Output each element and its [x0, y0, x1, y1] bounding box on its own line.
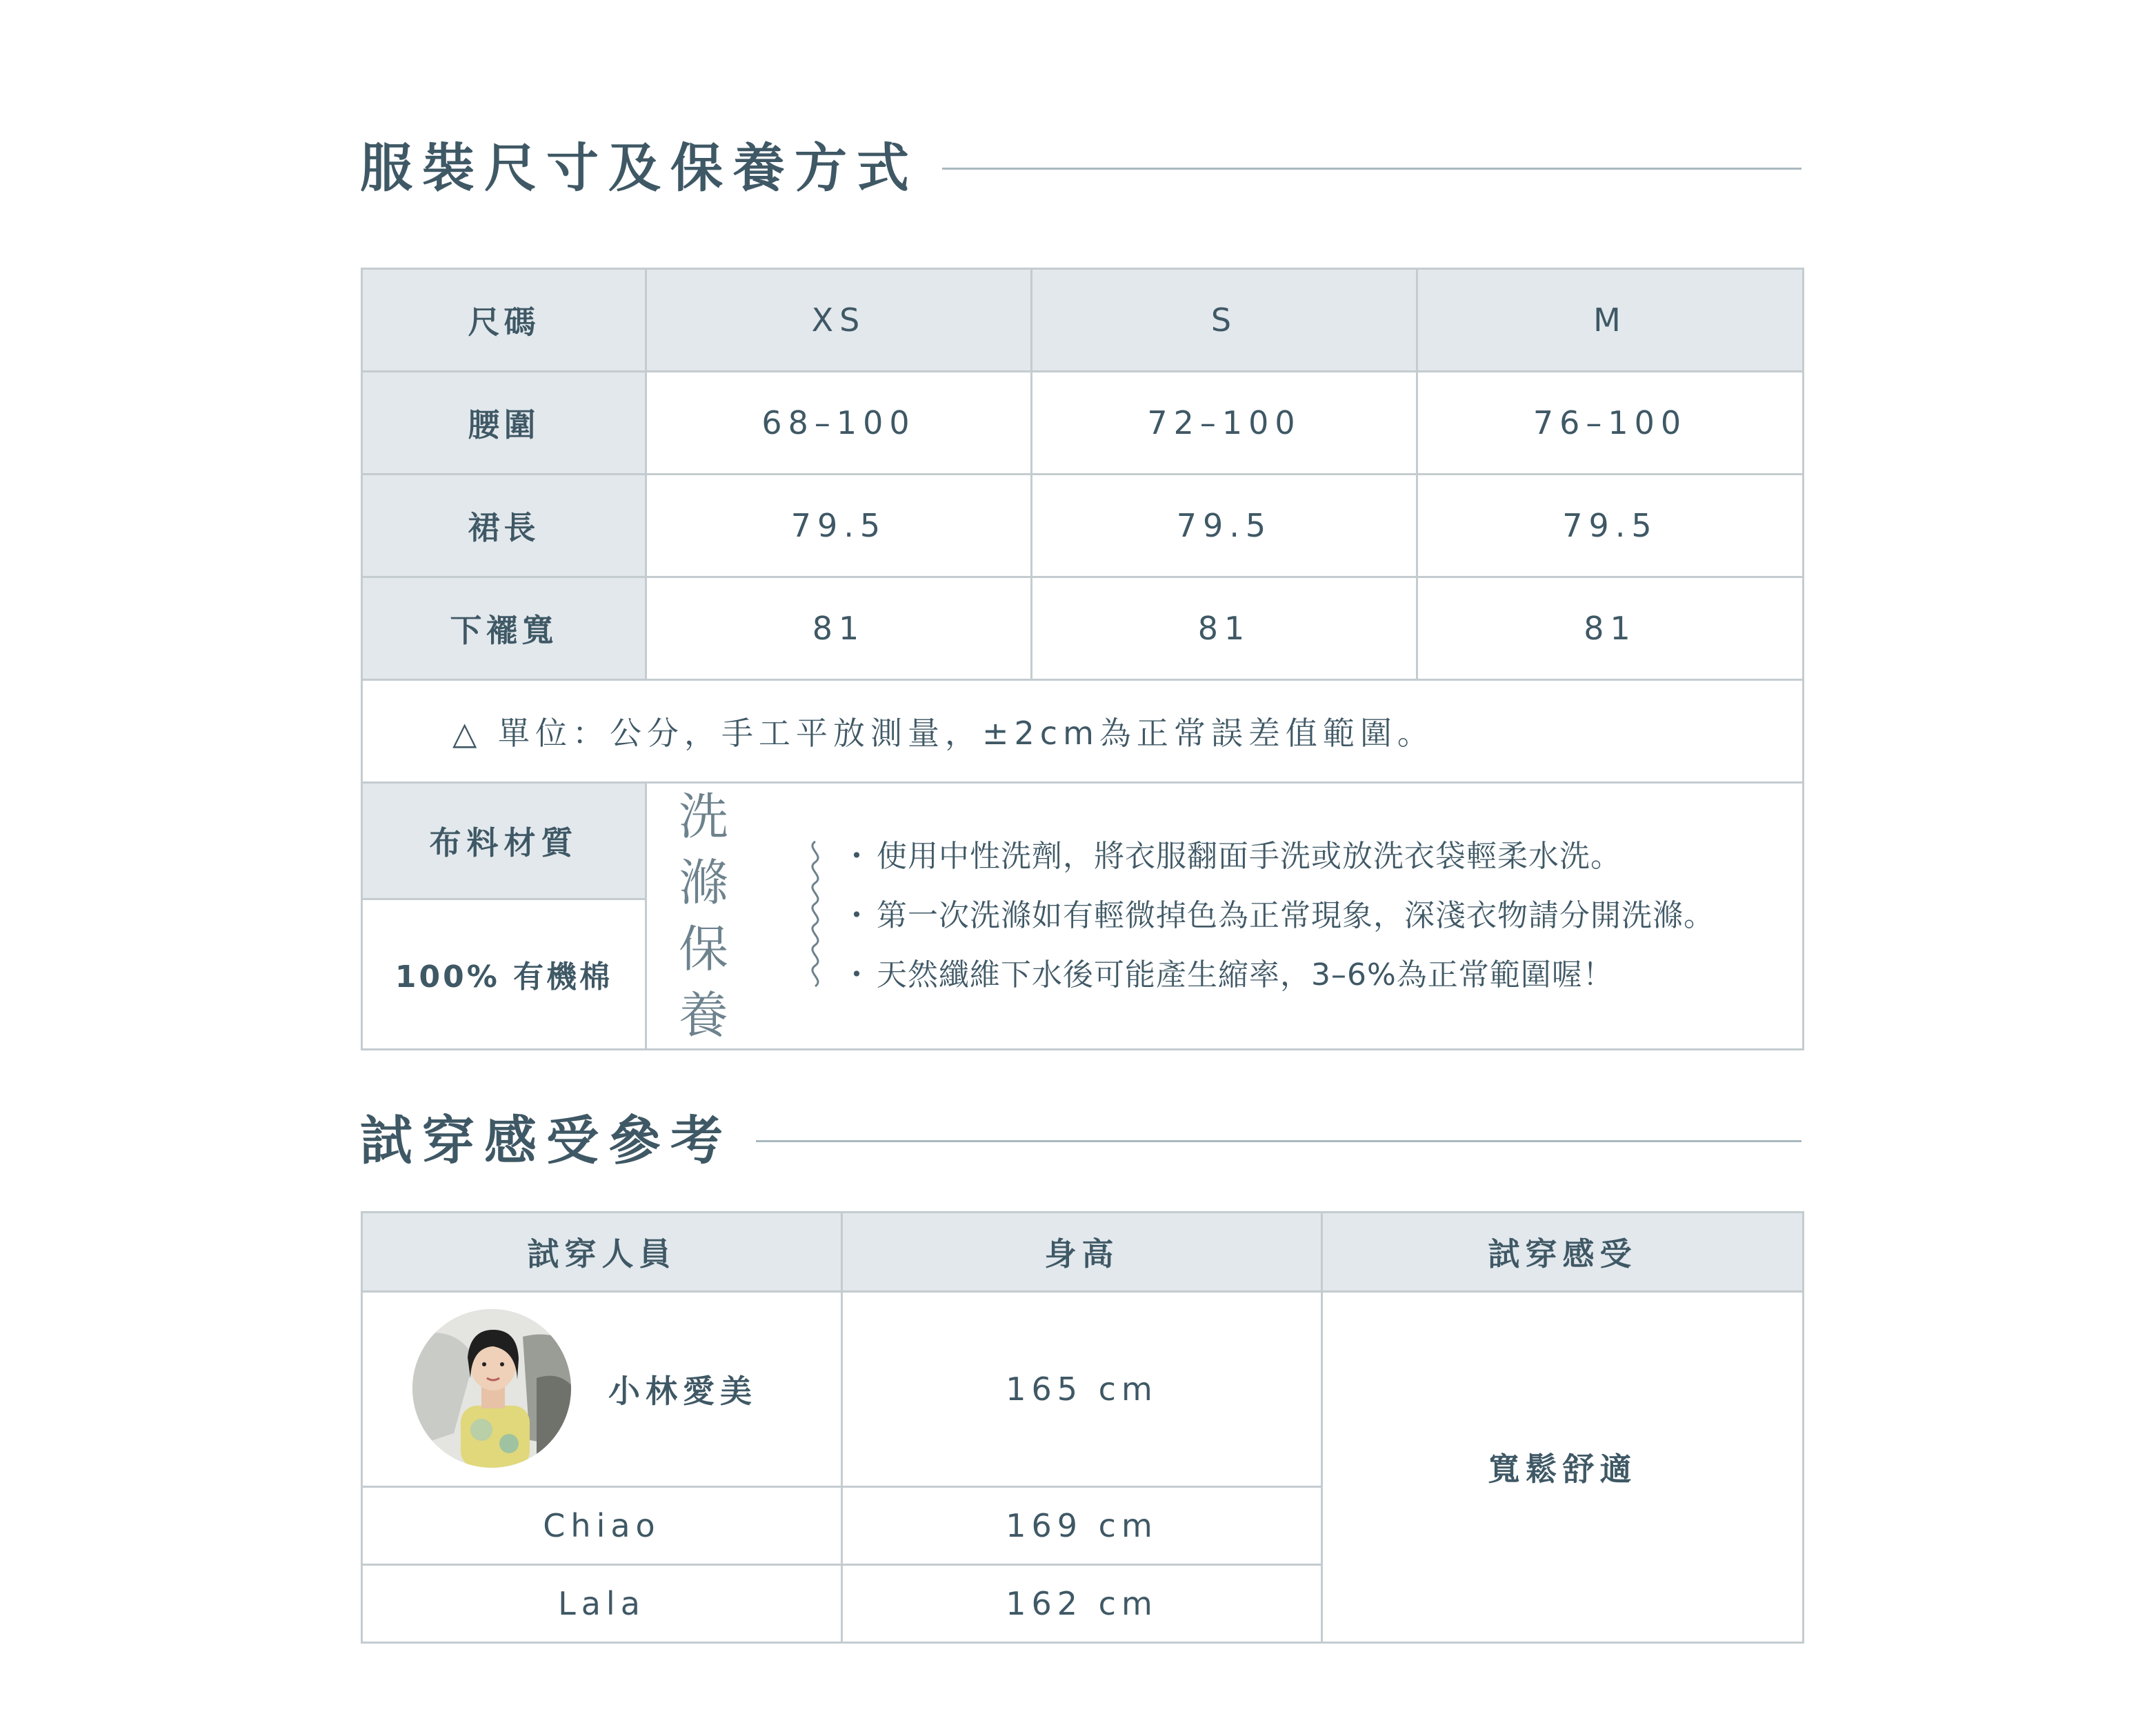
size-care-section-title [360, 137, 1801, 199]
fit-header-feeling: 試穿感受 [1322, 1213, 1804, 1292]
size-note-row [362, 680, 1804, 783]
wavy-divider-icon [801, 840, 829, 992]
size-table [361, 268, 1804, 1050]
fit-section-title [360, 1110, 1801, 1171]
fabric-value: 100% 有機棉 [362, 899, 646, 1049]
avatar-portrait-icon [412, 1309, 571, 1468]
fabric-label: 布料材質 [362, 783, 646, 899]
hem-m: 81 [1417, 577, 1804, 680]
hem-s: 81 [1032, 577, 1417, 680]
row-label-length: 裙長 [362, 475, 646, 577]
title-divider-line [942, 168, 1801, 170]
hem-xs: 81 [646, 577, 1032, 680]
row-label-hem: 下襬寬 [362, 577, 646, 680]
person-name-2: Chiao [362, 1487, 842, 1565]
size-header-xs: XS [646, 269, 1032, 372]
care-item-2: ・ 第一次洗滌如有輕微掉色為正常現象，深淺衣物請分開洗滌。 [841, 886, 1715, 946]
length-m: 79.5 [1417, 475, 1804, 577]
waist-m: 76–100 [1417, 372, 1804, 475]
person-name-1: 小林愛美 [608, 1373, 757, 1410]
fit-title-text: 試穿感受參考 [360, 1110, 732, 1171]
waist-s: 72–100 [1032, 372, 1417, 475]
care-title-line2: 保養 [679, 920, 736, 1044]
length-s: 79.5 [1032, 475, 1417, 577]
fit-row-1 [362, 1292, 1804, 1487]
care-item-3: ・ 天然纖維下水後可能產生縮率，3–6%為正常範圍喔！ [841, 946, 1715, 1005]
size-header-label: 尺碼 [362, 269, 646, 372]
care-title [679, 784, 789, 1048]
size-header-s: S [1032, 269, 1417, 372]
waist-xs: 68–100 [646, 372, 1032, 475]
person-name-3: Lala [362, 1565, 842, 1643]
size-row-length [362, 475, 1804, 577]
care-list [841, 827, 1715, 1005]
person-cell-1 [362, 1292, 842, 1487]
title-divider-line [756, 1140, 1801, 1142]
length-xs: 79.5 [646, 475, 1032, 577]
person-height-3: 162 cm [842, 1565, 1322, 1643]
fit-feeling: 寬鬆舒適 [1322, 1292, 1804, 1643]
fit-header-row [362, 1213, 1804, 1292]
care-instructions-cell [646, 783, 1804, 1050]
size-care-title-text: 服裝尺寸及保養方式 [360, 137, 919, 199]
person-height-2: 169 cm [842, 1487, 1322, 1565]
care-item-1: ・ 使用中性洗劑，將衣服翻面手洗或放洗衣袋輕柔水洗。 [841, 827, 1715, 886]
size-header-m: M [1417, 269, 1804, 372]
size-row-hem [362, 577, 1804, 680]
fit-header-person: 試穿人員 [362, 1213, 842, 1292]
care-title-line1: 洗滌 [679, 788, 736, 912]
size-row-waist [362, 372, 1804, 475]
row-label-waist: 腰圍 [362, 372, 646, 475]
fabric-row-top [362, 783, 1804, 899]
person-height-1: 165 cm [842, 1292, 1322, 1487]
measurement-note: △ 單位：公分，手工平放測量，±2cm為正常誤差值範圍。 [362, 680, 1804, 783]
size-header-row [362, 269, 1804, 372]
person-avatar [412, 1309, 571, 1468]
fit-header-height: 身高 [842, 1213, 1322, 1292]
fit-table [361, 1211, 1804, 1644]
